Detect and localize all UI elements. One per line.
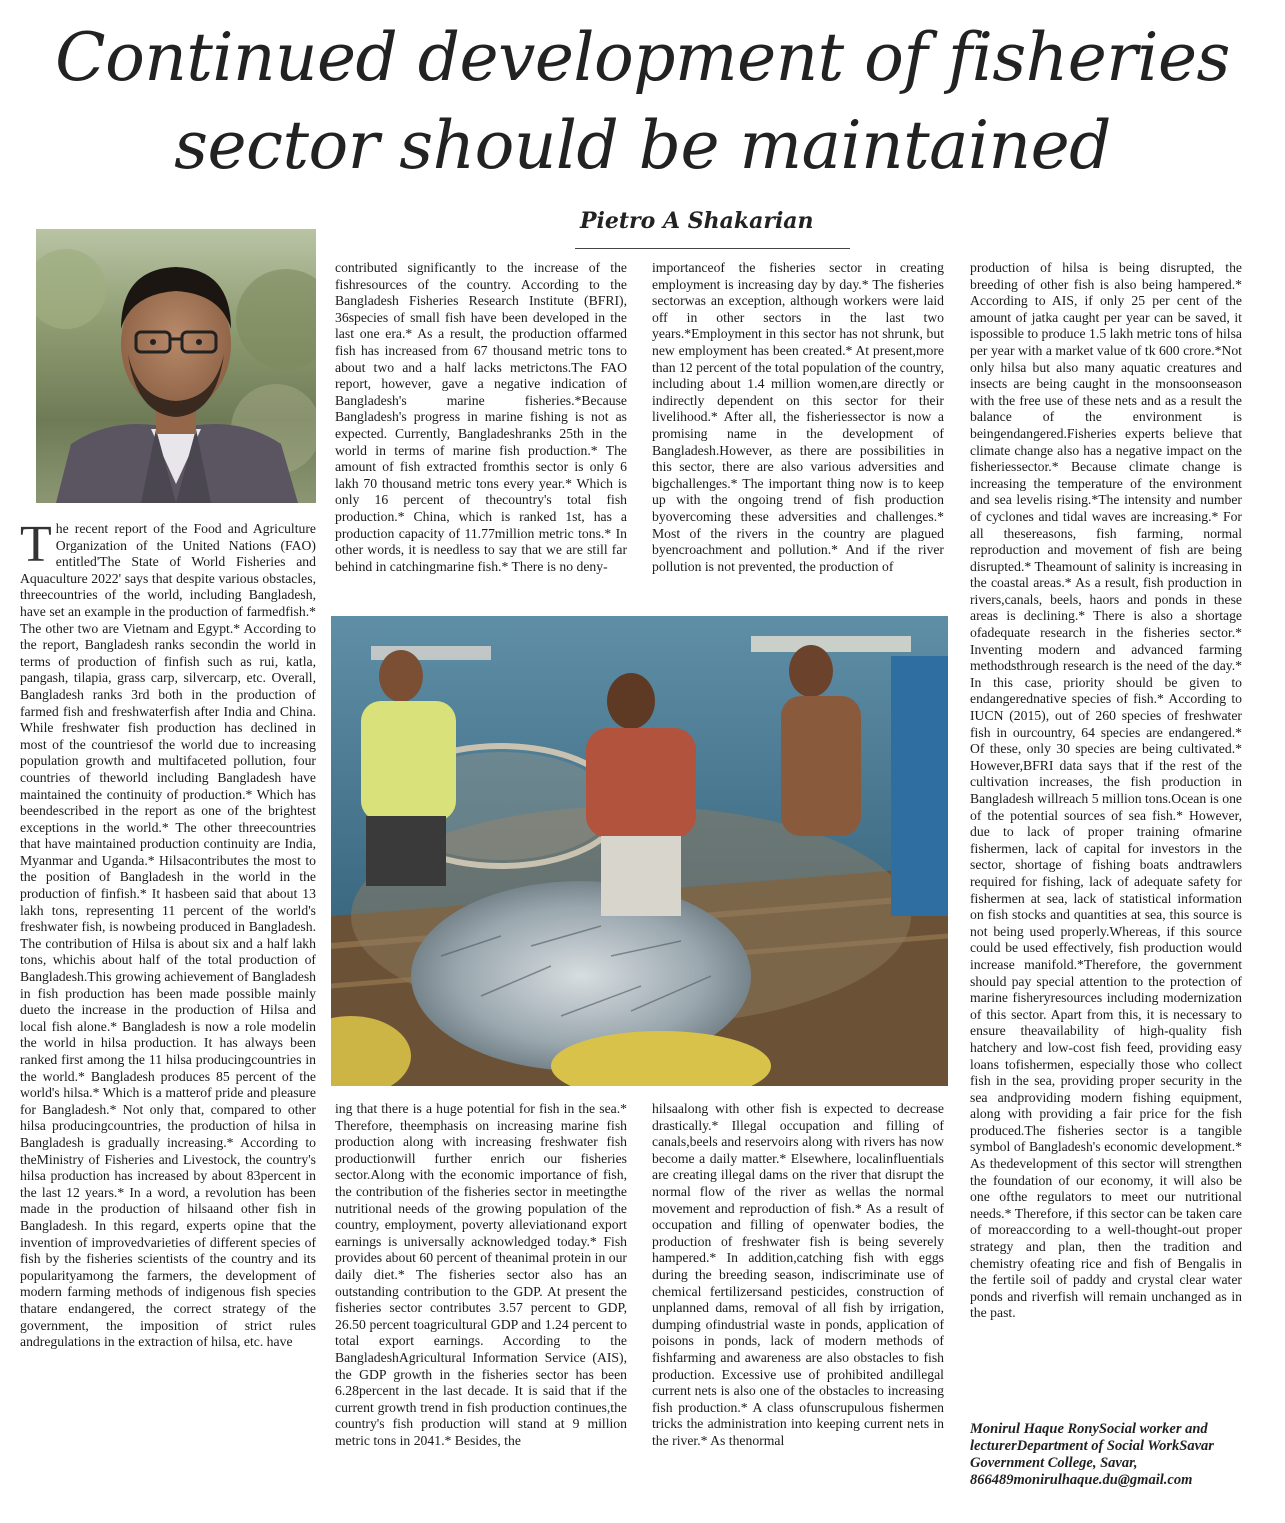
byline: Pietro A Shakarian — [580, 208, 814, 234]
article-column-2-bottom — [335, 1101, 627, 1481]
column-4-text: production of hilsa is being disrupted, the breeding of other fish is also being hampered.* According to AIS, if only 25 per cent of the amount of jatka caught per year can be saved, it ispossible to produce 1.5 lakh metric tons of hilsa per year with a market value of tk 600 crore.*Not only hilsa but also many aquatic creatures and insects are being caught in the monsoonseason with the free use of these nets and as a result the balance of the environment is beingendangered.Fisheries experts believe that climate change also has a negative impact on the fisheriessector.* Because climate change is increasing the temperature of the environment and sea levelis rising.*The intensity and number of cyclones and tidal waves are increasing.* For all thesereasons, fish farming, normal reproduction and movement of fish are being disrupted.* Theamount of salinity is increasing in the coastal areas.* As a result, fish production in rivers,canals, beels, haors and ponds in these areas is declining.* There is also a shortage ofadequate research in the fisheries sector.* Inventing modern and advanced farming methodsthrough research is the need of the day.* In this case, priority should be given to endangerednative species of fish.* According to IUCN (2015), out of 260 species of freshwater fish in ourcountry, 64 species are endangered.* Of these, only 30 species are being cultivated.* However,BFRI data says that if the rest of the cultivation increases, the fish production in Bangladesh willreach 5 million tons.Ocean is one of the potential sources of sea fish.* However, due to lack of proper training ofmarine fishermen, lack of capital for investors in the sector, shortage of fishing boats andtrawlers required for fishing, lack of adequate safety for fishermen at sea, lack of statistical information on fish stocks and quantities at sea, this source is not being used properly.Whereas, if this source could be used effectively, fish production would increase manifold.*Therefore, the government should pay special attention to the protection of marine fisheryresources including modernization of this sector. Apart from this, it is necessary to ensure theavailability of high-quality fish hatchery and low-cost fish feed, providing easy loans tofishermen, especially those who collect fish in the sea, providing proper security in the sea andproviding modern fishing equipment, along with providing a fair price for the fish produced.The fisheries sector is a tangible symbol of Bangladesh's economic development.* As thedevelopment of this sector will strengthen the foundation of our economy, it will also be one ofthe regulators to meet our nutritional needs.* Therefore, if this sector can be taken care of moreaccording to a well-thought-out proper strategy and plan, then the tradition and chemistry ofeating rice and fish of Bengalis in the fertile soil of paddy and crystal clear water ponds and riverfish will remain unchanged as in the past. — [970, 260, 1242, 1321]
drop-cap: T — [20, 521, 52, 573]
byline-divider — [575, 248, 850, 249]
article-column-2-top — [335, 260, 627, 597]
column-2-top-text: contributed significantly to the increase of the fishresources of the country. According to the Bangladesh Fisheries Research Institute (BFRI), 36species of small fish have been developed in the last one era.* As a result, the production offarmed fish has increased from 67 thousand metric tons to about two and a half lacks metrictons.The FAO report, however, gave a negative indication of Bangladesh's marine fisheries.*Because Bangladesh's progress in marine fishing is not as expected. Currently, Bangladeshranks 25th in the world in terms of marine fish production.* The amount of fish extracted fromthis sector is only 6 lakh 70 thousand metric tons every year.* Which is only 16 percent of thecountry's total fish production.* China, which is ranked 1st, has a production capacity of 11.77million metric tons.* In other words, it is needless to say that we are still far behind in catchingmarine fish.* There is no deny- — [335, 260, 627, 574]
author-photo — [36, 229, 316, 503]
fishermen-photo — [331, 616, 948, 1086]
column-3-bottom-text: hilsaalong with other fish is expected to decrease drastically.* Illegal occupation and filling of canals,beels and reservoirs along with rivers has now become a daily matter.* Elsewhere, localinfluentials are creating illegal dams on the river that disrupt the normal flow of the river as wellas the normal movement and reproduction of fish.* As a result of occupation and filling of openwater bodies, the production of freshwater fish is being severely hampered.* In addition,catching fish with eggs during the breeding season, indiscriminate use of chemical fertilizersand pesticides, construction of unplanned dams, removal of all fish by irrigation, dumping ofindustrial waste in ponds, application of poisons in ponds, lack of modern methods of fishfarming and awareness are also obstacles to fish production. Excessive use of prohibited andillegal current nets is also one of the obstacles to increasing fish production.* A class ofunscrupulous fishermen tricks the administration into keeping current nets in the river.* As thenormal — [652, 1101, 944, 1448]
column-2-bottom-text: ing that there is a huge potential for fish in the sea.* Therefore, theemphasis on increasing marine fish production along with increasing freshwater fish productionwill further enrich our fisheries sector.Along with the economic importance of fish, the contribution of the fisheries sector in meetingthe nutritional needs of the growing population of the country, employment, poverty alleviationand export earnings is universally acknowledged today.* Fish provides about 60 percent of theanimal protein in our daily diet.* The fisheries sector also has an outstanding contribution to the GDP. At present the fisheries sector contributes 3.57 percent to GDP, 26.50 percent toagricultural GDP and 1.24 percent to total export earnings. According to the BangladeshAgricultural Information Service (AIS), the GDP growth in the fisheries sector has been 6.28percent in the last decade. It is said that if the current growth trend in fish production continues,the country's fish production will stand at 9 million metric tons in 2041.* Besides, the — [335, 1101, 627, 1448]
author-portrait-illustration — [36, 229, 316, 503]
fishermen-illustration — [331, 616, 948, 1086]
article-column-1 — [20, 521, 316, 1466]
column-1-text: he recent report of the Food and Agriculture Organization of the United Nations (FAO) entitled'The State of World Fisheries and Aquaculture 2022' says that despite various obstacles, threecountries of the world, including Bangladesh, have set an example in the production of farmedfish.* The other two are Vietnam and Egypt.* According to the report, Bangladesh ranks secondin the world in terms of production of finfish such as rui, katla, pangash, tilapia, grass carp, silvercarp, etc. Overall, Bangladesh ranks 3rd both in the production of farmed fish and freshwaterfish after India and China. While freshwater fish production has declined in most of the countriesof the world due to increasing population growth and multifaceted pollution, four countries of theworld including Bangladesh have maintained the continuity of production.* Which has beendescribed in the report as one of the brightest exceptions in the world.* The other threecountries that have maintained production continuity are India, Myanmar and Uganda.* Hilsacontributes the most to the position of Bangladesh in the world in the production of finfish.* It hasbeen said that about 13 lakh tons, representing 11 percent of the world's freshwater fish, is nowbeing produced in Bangladesh. The contribution of Hilsa is about six and a half lakh tons, whichis about half of the total production of Bangladesh.This growing achievement of Bangladesh in fish production has been made possible mainly dueto the increase in the production of Hilsa and local fish alone.* Bangladesh is now a role modelin the world in hilsa production. It has always been ranked first among the 11 hilsa producingcountries in the world.* Bangladesh produces 85 percent of the world's hilsa.* Which is a matterof pride and pleasure for Bangladesh.* Not only that, compared to other hilsa producingcountries, the production of hilsa in Bangladesh is gradually increasing.* According to theMinistry of Fisheries and Livestock, the country's hilsa production has increased by about 83percent in the last 12 years.* In a word, a revolution has been made in the production of hilsaand other fish in Bangladesh. In this regard, experts opine that the invention of improvedvarieties of different species of fish by the fisheries scientists of the country and its popularityamong the farmers, the development of modern farming methods of indigenous fish species thatare endangered, the correct strategy of the government, the imposition of strict rules andregulations in the extraction of hilsa, etc. have — [20, 521, 316, 1350]
article-column-3-top — [652, 260, 944, 597]
headline-line-1: Continued development of fisheries — [55, 19, 1230, 96]
column-3-top-text: importanceof the fisheries sector in creating employment is increasing day by day.* The fisheries sectorwas an exception, although workers were laid off in other sectors in the last two years.*Employment in this sector has not shrunk, but new employment has been created.* At present,more than 12 percent of the total population of the country, including about 1.4 million women,are directly or indirectly dependent on this sector for their livelihood.* After all, the fisheriessector is now a promising name in the development of Bangladesh.However, as there are possibilities in this sector, there are also various adversities and bigchallenges.* The important thing now is to keep up with the ongoing trend of fish production byovercoming these adversities and challenges.* Most of the rivers in the country are plagued byencroachment and pollution.* And if the river pollution is not prevented, the production of — [652, 260, 944, 574]
headline — [0, 14, 1285, 190]
article-column-4 — [970, 260, 1242, 1400]
headline-line-2: sector should be maintained — [174, 107, 1111, 184]
author-signature: Monirul Haque RonySocial worker and lecturerDepartment of Social WorkSavar Government College, Savar, 866489monirulhaque.du@gmail.com — [970, 1421, 1214, 1488]
article-column-3-bottom — [652, 1101, 944, 1481]
